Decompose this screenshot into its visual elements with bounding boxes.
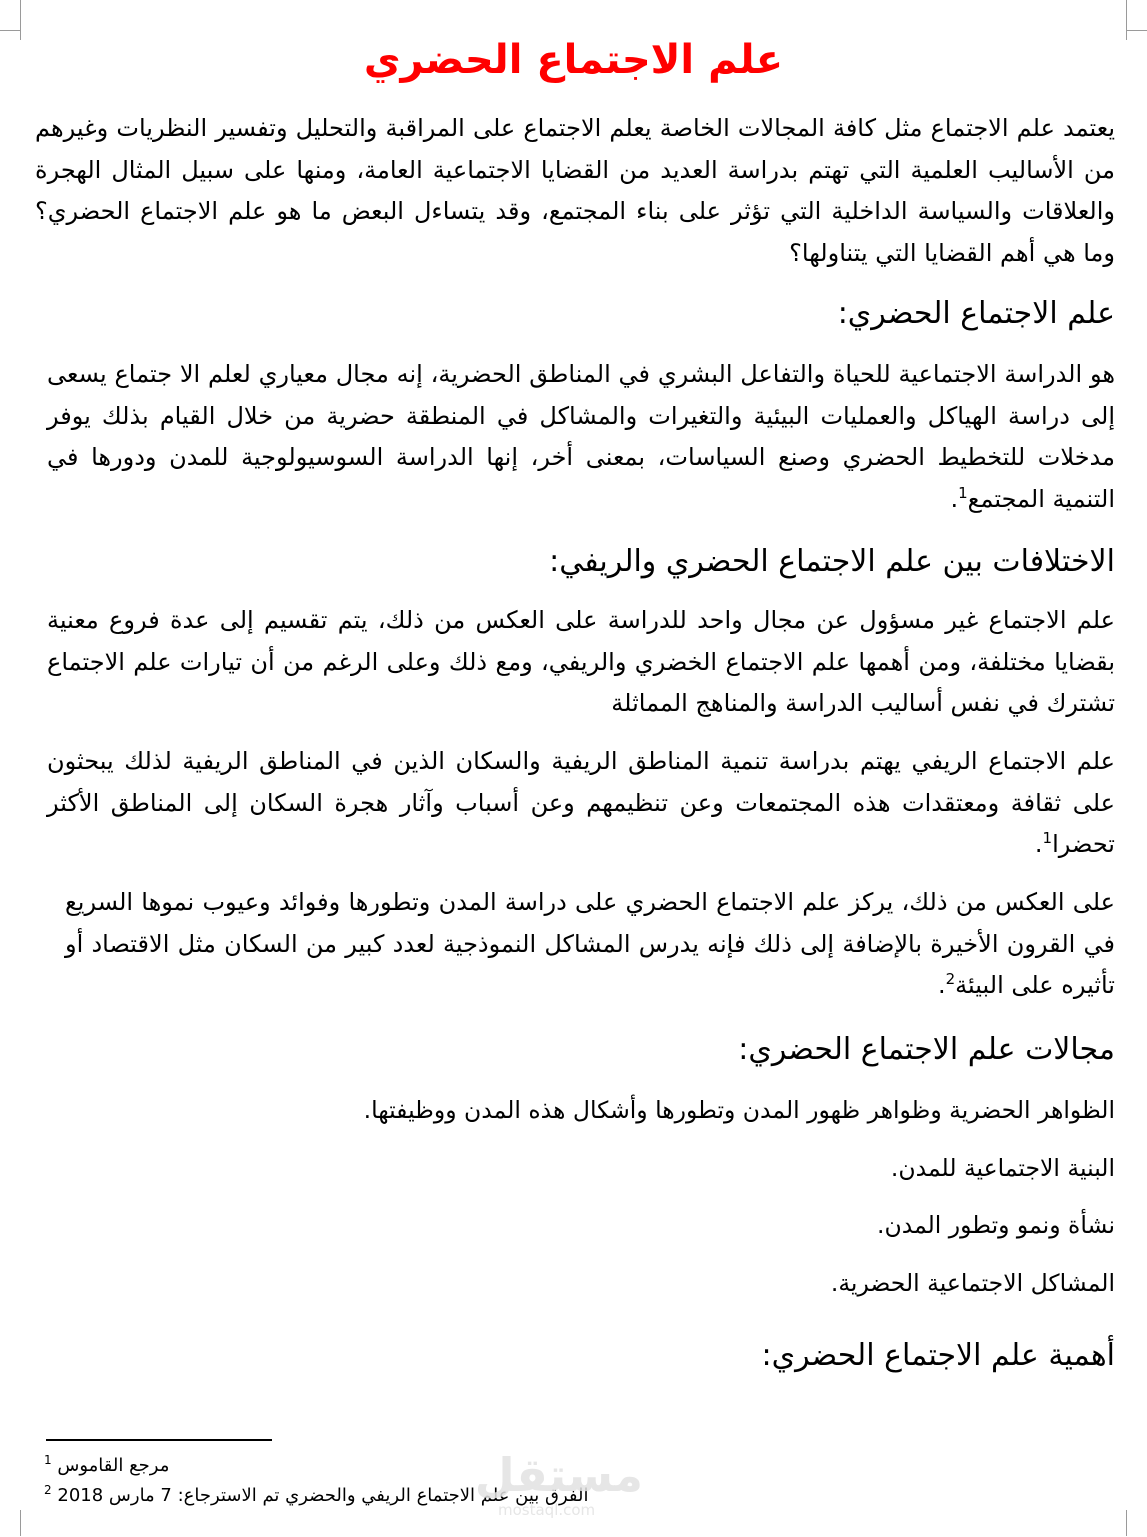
intro-block	[35, 108, 1115, 274]
footnote-ref: 2	[945, 970, 956, 988]
section-differences-heading-block	[35, 540, 1115, 584]
footnote-1	[44, 1454, 744, 1478]
section-differences-body	[47, 600, 1115, 725]
footnote-text: الفرق بين علم الاجتماع الريفي والحضري تم الاسترجاع: 7 مارس 2018	[57, 1485, 589, 1506]
section-definition-heading-block	[35, 292, 1115, 336]
footnote-separator	[46, 1439, 272, 1441]
list-item: الظواهر الحضرية وظواهر ظهور المدن وتطورها وأشكال هذه المدن ووظيفتها.	[363, 1096, 1115, 1124]
section-differences-body-2	[47, 741, 1115, 866]
section-differences-body-3	[65, 882, 1115, 1007]
footnote-ref: 1	[958, 483, 968, 502]
footnote-2	[44, 1484, 744, 1508]
definition-paragraph: هو الدراسة الاجتماعية للحياة والتفاعل البشري في المناطق الحضرية، إنه مجال معياري لعلم الا جتماع يسعى إلى دراسة الهياكل والعمليات البيئية والتغيرات والمشاكل في المنطقة حضرية من خلال القيام بذلك يوفر مدخلات للتخطيط الحضري وصنع السياسات، بمعنى أخر، إنها الدراسة السوسيولوجية للمدن ودورها في التنمية المجتمع$^1$.	[47, 360, 1115, 513]
crop-mark-bottom-right-vertical	[1126, 1510, 1127, 1536]
section-heading: الاختلافات بين علم الاجتماع الحضري والريفي:	[549, 544, 1115, 579]
intro-paragraph: يعتمد علم الاجتماع مثل كافة المجالات الخاصة يعلم الاجتماع على المراقبة والتحليل وتفسير النظريات وغيرهم من الأساليب العلمية التي تهتم بدراسة العديد من القضايا الاجتماعية العامة، ومنها على سبيل المثال الهجرة والعلاقات والسياسة الداخلية التي تؤثر على بناء المجتمع، وقد يتساءل البعض ما هو علم الاجتماع الحضري؟ وما هي أهم القضايا التي يتناولها؟	[35, 114, 1115, 267]
footnote-number: 1	[44, 1453, 52, 1467]
differences-paragraph-3: على العكس من ذلك، يركز علم الاجتماع الحضري على دراسة المدن وتطورها وفوائد وعيوب نموها السريع في القرون الأخيرة بالإضافة إلى ذلك فإنه يدرس المشاكل النموذجية لعدد كبير من السكان مثل الاقتصاد أو تأثيره على البيئة$^2$.	[65, 888, 1115, 999]
list-item: البنية الاجتماعية للمدن.	[890, 1154, 1115, 1182]
section-definition-body	[47, 354, 1115, 520]
section-fields-heading-block	[35, 1028, 1115, 1072]
list-item: المشاكل الاجتماعية الحضرية.	[830, 1269, 1115, 1297]
section-heading: مجالات علم الاجتماع الحضري:	[738, 1032, 1115, 1067]
footnote-number: 2	[44, 1483, 52, 1497]
fields-list	[35, 1090, 1115, 1303]
section-heading: علم الاجتماع الحضري:	[837, 296, 1115, 331]
section-heading: أهمية علم الاجتماع الحضري:	[761, 1338, 1115, 1373]
differences-paragraph-2: علم الاجتماع الريفي يهتم بدراسة تنمية المناطق الريفية والسكان الذين في المناطق الريفية لذلك يبحثون على ثقافة ومعتقدات هذه المجتمعات وعن تنظيمهم وعن أسباب وآثار هجرة السكان إلى المناطق الأكثر تحضرا$^1$.	[47, 747, 1115, 858]
list-item: نشأة ونمو وتطور المدن.	[877, 1211, 1115, 1239]
watermark-url: mostaql.com	[498, 1501, 596, 1519]
footnote-text: مرجع القاموس	[57, 1455, 170, 1476]
differences-paragraph-1: علم الاجتماع غير مسؤول عن مجال واحد للدراسة على العكس من ذلك، يتم تقسيم إلى عدة فروع معنية بقضايا مختلفة، ومن أهمها علم الاجتماع الخضري والريفي، ومع ذلك وعلى الرغم من أن تيارات علم الاجتماع تشترك في نفس أساليب الدراسة والمناهج المماثلة	[47, 606, 1115, 717]
footnote-ref: 1	[1042, 829, 1053, 847]
watermark-logo: مستقل	[474, 1448, 643, 1502]
section-importance-heading-block	[35, 1334, 1115, 1378]
page-title: علم الاجتماع الحضري	[363, 37, 784, 83]
crop-mark-bottom-left-vertical	[20, 1510, 21, 1536]
